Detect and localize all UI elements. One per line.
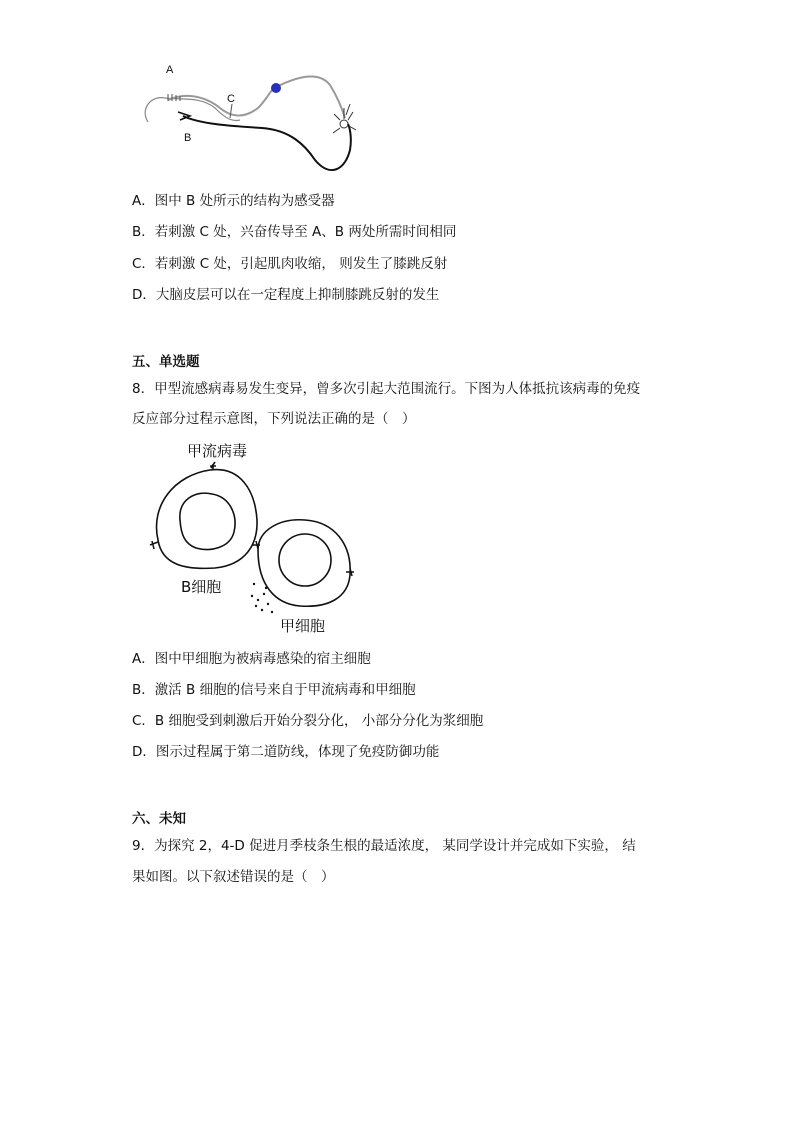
virus-label: 甲流病毒 [187,442,248,460]
q9-stem-line1: 9．为探究 2，4-D 促进月季枝条生根的最适浓度， 某同学设计并完成如下实验， 结 [132,838,636,854]
q7-option-c: C．若刺激 C 处，引起肌肉收缩， 则发生了膝跳反射 [132,256,448,272]
jia-cell-label: 甲细胞 [280,617,326,635]
q8-option-a: A．图中甲细胞为被病毒感染的宿主细胞 [132,651,371,667]
q8-stem-line1: 8．甲型流感病毒易发生变异，曾多次引起大范围流行。下图为人体抵抗该病毒的免疫 [132,381,641,397]
jia-cell [258,520,350,606]
q8-option-c: C．B 细胞受到刺激后开始分裂分化， 小部分分化为浆细胞 [132,713,484,729]
label-b: B [184,132,192,144]
q7-option-d: D．大脑皮层可以在一定程度上抑制膝跳反射的发生 [132,287,440,303]
label-a: A [166,64,174,76]
b-cell-label: B细胞 [181,578,222,596]
q8-stem-line2: 反应部分过程示意图，下列说法正确的是（ ） [132,411,416,427]
b-cell [157,470,258,569]
section-5-title: 五、单选题 [132,354,200,370]
q7-option-a: A．图中 B 处所示的结构为感受器 [132,193,335,209]
section-6-title: 六、未知 [132,811,186,827]
q8-option-b: B．激活 B 细胞的信号来自于甲流病毒和甲细胞 [132,682,416,698]
secretion-dots [251,583,273,613]
q7-option-b: B．若刺激 C 处，兴奋传导至 A、B 两处所需时间相同 [132,224,457,240]
b-cell-receptor-icon [150,541,158,549]
q8-option-d: D．图示过程属于第二道防线，体现了免疫防御功能 [132,744,440,760]
q9-stem-line2: 果如图。以下叙述错误的是（ ） [132,869,335,885]
label-c: C [227,93,235,105]
